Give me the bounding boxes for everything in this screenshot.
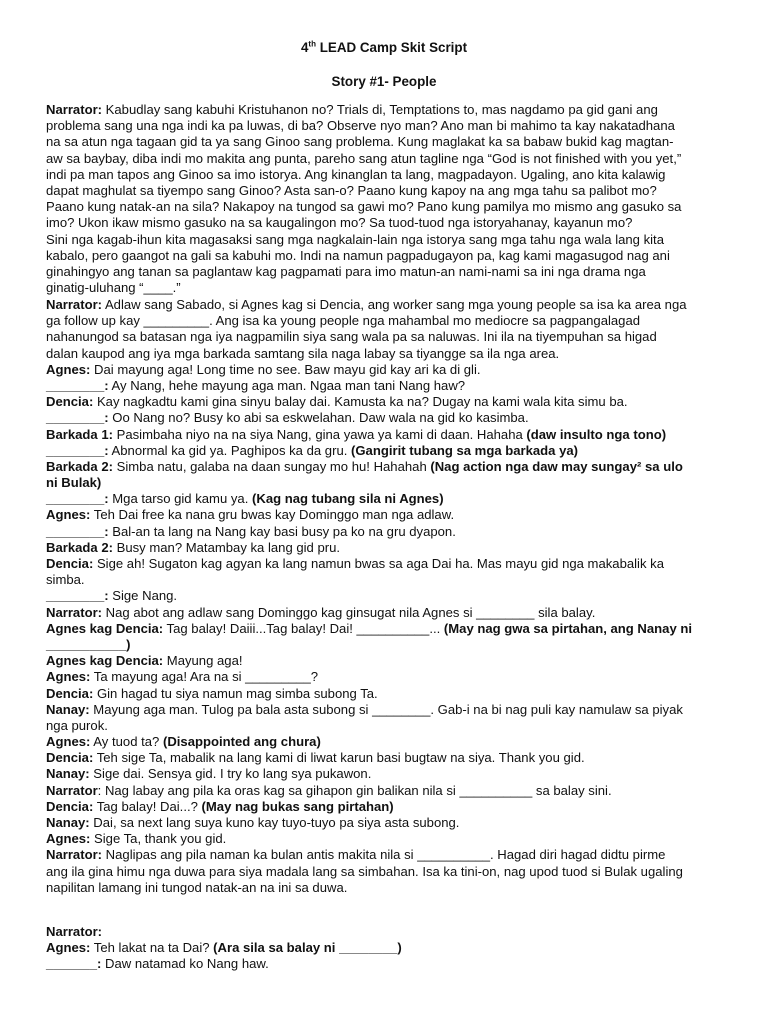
bold-text: (Gangirit tubang sa mga barkada ya) bbox=[351, 442, 579, 458]
text-run: Mayung aga! bbox=[163, 653, 243, 669]
text-run: Dai, sa next lang suya kuno kay tuyo-tuyo pa siya asta subong. bbox=[89, 815, 460, 830]
text-run: Adlaw sang Sabado, si Agnes kag si Dencia, ang worker sang mga young people sa isa ka area nga bbox=[102, 297, 687, 312]
text-line bbox=[46, 199, 728, 215]
text-run: Paano kung natak-an na sila? Nakapoy na tungod sa gawi mo? Pano kung pamilya mo mismo ang gasuko sa bbox=[46, 199, 682, 215]
bold-text: (daw insulto nga tono) bbox=[526, 426, 667, 442]
text-line bbox=[46, 134, 728, 150]
text-run: Teh Dai free ka nana gru bwas kay Dominggo man nga adlaw. bbox=[90, 507, 455, 523]
text-line bbox=[46, 686, 728, 702]
bold-text: Dencia: bbox=[46, 750, 94, 766]
text-run: indi pa man tapos ang Ginoo sa imo istorya. Ang kinanglan ta lang, magpadayon. Ugaling, ano kita kalawig bbox=[46, 166, 666, 182]
text-line bbox=[46, 151, 728, 167]
text-run: Tag balay! Dai...? bbox=[93, 798, 202, 814]
text-run: Bal-an ta lang na Nang kay basi busy pa ko na gru dyapon. bbox=[108, 523, 456, 539]
text-run: Mga tarso gid kamu ya. bbox=[108, 491, 252, 507]
text-line bbox=[46, 118, 728, 134]
bold-text: ________: bbox=[46, 442, 109, 458]
title-prefix: 4 bbox=[300, 40, 309, 55]
text-run: Ay tuod ta? bbox=[90, 734, 163, 750]
text-run: Oo Nang no? Busy ko abi sa eskwelahan. Daw wala na gid ko kasimba. bbox=[108, 410, 529, 426]
bold-text: Narrator: bbox=[46, 924, 103, 939]
text-line bbox=[46, 621, 728, 637]
text-line bbox=[46, 880, 728, 896]
text-line bbox=[46, 653, 728, 669]
text-run: Pasimbaha niyo na na siya Nang, gina yawa ya kami di daan. Hahaha bbox=[112, 426, 527, 442]
text-run: ginatig-uluhang “____.” bbox=[46, 280, 181, 296]
text-run: Daw natamad ko Nang haw. bbox=[101, 956, 269, 972]
text-line bbox=[46, 637, 728, 653]
text-run: ga follow up kay _________. Ang isa ka young people nga mahambal mo mediocre sa pagpangalagad bbox=[46, 313, 641, 329]
script-closing bbox=[46, 924, 728, 973]
text-line bbox=[46, 540, 728, 556]
bold-text: (May nag gwa sa pirtahan, ang Nanay ni bbox=[443, 620, 693, 636]
text-line bbox=[46, 924, 728, 940]
bold-text: ________: bbox=[46, 491, 109, 507]
text-run: Kay nagkadtu kami gina sinyu balay dai. Kamusta ka na? Dugay na kami wala kita simu ba. bbox=[93, 394, 628, 410]
text-line bbox=[46, 669, 728, 685]
bold-text: Agnes: bbox=[46, 831, 91, 847]
text-line bbox=[46, 491, 728, 507]
text-line bbox=[46, 766, 728, 782]
text-run: imo? Ukon ikaw mismo gasuko na sa kaugalingon mo? Sa tuod-tuod nga istoryahanay, kayanun mo? bbox=[46, 215, 633, 231]
text-run: Teh lakat na ta Dai? bbox=[90, 940, 214, 956]
text-run: Nag abot ang adlaw sang Dominggo kag ginsugat nila Agnes si ________ sila balay. bbox=[102, 604, 596, 620]
text-line bbox=[46, 718, 728, 734]
text-line bbox=[46, 102, 728, 118]
text-run: Tag balay! Daiii...Tag balay! Dai! __________... bbox=[163, 620, 444, 636]
bold-text: Narrator: bbox=[46, 297, 103, 312]
bold-text: _______: bbox=[46, 956, 102, 972]
bold-text: Nanay: bbox=[46, 766, 90, 782]
text-line bbox=[46, 572, 728, 588]
text-run: Sige Nang. bbox=[108, 588, 178, 604]
bold-text: Dencia: bbox=[46, 798, 94, 814]
text-line bbox=[46, 362, 728, 378]
bold-text: Narrator bbox=[46, 782, 98, 798]
bold-text: Dencia: bbox=[46, 556, 94, 571]
bold-text: Narrator: bbox=[46, 847, 103, 863]
bold-text: (Ara sila sa balay ni ________) bbox=[213, 940, 402, 956]
title-suffix: LEAD Camp Skit Script bbox=[315, 40, 468, 55]
text-line bbox=[46, 264, 728, 280]
text-line bbox=[46, 410, 728, 426]
text-run: Ta mayung aga! Ara na si _________? bbox=[90, 669, 319, 685]
intro-paragraph bbox=[46, 102, 728, 296]
bold-text: Agnes: bbox=[46, 669, 91, 685]
text-run: nahanungod sa batasan nga iya nagpamilin siya sang wala pa sa naluwas. Ini ila na tiyempuhan sa higad bbox=[46, 329, 657, 345]
text-run: Busy man? Matambay ka lang gid pru. bbox=[112, 539, 341, 555]
text-run: nga purok. bbox=[46, 717, 108, 733]
text-line bbox=[46, 394, 728, 410]
bold-text: Nanay: bbox=[46, 701, 90, 717]
text-line bbox=[46, 329, 728, 345]
bold-text: Dencia: bbox=[46, 394, 94, 410]
text-line bbox=[46, 956, 728, 972]
text-run: aw sa baybay, diba indi mo makita ang punta, pareho sang atun tagline nga “God is not finished with you yet,” bbox=[46, 150, 682, 166]
text-line bbox=[46, 750, 728, 766]
text-line bbox=[46, 605, 728, 621]
bold-text: Barkada 1: bbox=[46, 426, 113, 442]
text-run: Abnormal ka gid ya. Paghipos ka da gru. bbox=[108, 442, 352, 458]
bold-text: ________: bbox=[46, 588, 109, 604]
text-line bbox=[46, 378, 728, 394]
document-title bbox=[0, 40, 768, 56]
bold-text: Agnes: bbox=[46, 734, 91, 750]
bold-text: Agnes kag Dencia: bbox=[46, 653, 164, 669]
text-run: na sa atun nga tagaan gid ta ya sang Ginoo sang problema. Kung maglakat ka sa babaw bukid kag magtan- bbox=[46, 134, 674, 150]
text-run: Simba natu, galaba na daan sungay mo hu! Hahahah bbox=[112, 458, 431, 474]
bold-text: (Nag action nga daw may sungay² sa ulo bbox=[430, 458, 683, 474]
text-run: : Nag labay ang pila ka oras kag sa gihapon gin balikan nila si __________ sa balay sini. bbox=[97, 782, 612, 798]
text-run: Naglipas ang pila naman ka bulan antis makita nila si __________. Hagad diri hagad didtu pirme bbox=[102, 847, 666, 863]
text-line bbox=[46, 734, 728, 750]
text-line bbox=[46, 297, 728, 313]
bold-text: Dencia: bbox=[46, 685, 94, 701]
bold-text: Nanay: bbox=[46, 815, 90, 830]
text-line bbox=[46, 232, 728, 248]
text-line bbox=[46, 215, 728, 231]
text-line bbox=[46, 588, 728, 604]
text-line bbox=[46, 167, 728, 183]
text-run: ang ila gina himu nga duwa para siya madala lang sa simbahan. Isa ka tini-on, nag upod tuod si Bulak ugaling bbox=[46, 863, 683, 879]
text-line bbox=[46, 313, 728, 329]
bold-text: (Kag nag tubang sila ni Agnes) bbox=[252, 491, 444, 507]
text-line bbox=[46, 815, 728, 831]
text-run: Ay Nang, hehe mayung aga man. Ngaa man tani Nang haw? bbox=[108, 377, 466, 393]
text-run: ginahingyo ang tanan sa paglantaw kag pagpamati para imo matun-an nami-nami sa ini nga drama nga bbox=[46, 263, 646, 279]
text-run: Gin hagad tu siya namun mag simba subong Ta. bbox=[93, 685, 378, 701]
text-line bbox=[46, 459, 728, 475]
text-run: Teh sige Ta, mabalik na lang kami di liwat karun basi bugtaw na siya. Thank you gid. bbox=[93, 750, 585, 766]
text-line bbox=[46, 556, 728, 572]
text-line bbox=[46, 702, 728, 718]
bold-text: ________: bbox=[46, 377, 109, 393]
bold-text: (May nag bukas sang pirtahan) bbox=[201, 798, 394, 814]
text-run: dapat maghulat sa tiyempo sang Ginoo? Asta san-o? Paano kung kapoy na ang mga tahu sa palibot mo? bbox=[46, 182, 657, 198]
bold-text: ni Bulak) bbox=[46, 475, 102, 491]
bold-text: (Disappointed ang chura) bbox=[162, 734, 321, 750]
text-line bbox=[46, 427, 728, 443]
text-run: Sige dai. Sensya gid. I try ko lang sya pukawon. bbox=[89, 766, 372, 782]
text-run: Sige ah! Sugaton kag agyan ka lang namun bwas sa aga Dai ha. Mas mayu gid nga makabalik ka bbox=[93, 556, 664, 571]
text-line bbox=[46, 524, 728, 540]
text-run: dalan kaupod ang iya mga barkada samtang sila naga labay sa tiyangge sa ila nga area. bbox=[46, 345, 560, 361]
bold-text: ___________) bbox=[46, 636, 131, 652]
script-body bbox=[46, 297, 728, 896]
text-line bbox=[46, 280, 728, 296]
text-line bbox=[46, 248, 728, 264]
text-line bbox=[46, 847, 728, 863]
text-run: Kabudlay sang kabuhi Kristuhanon no? Trials di, Temptations to, mas nagdamo pa gid gani ang bbox=[102, 102, 658, 117]
text-line bbox=[46, 443, 728, 459]
text-run: problema sang una nga indi ka pa luwas, di ba? Observe nyo man? Ano man bi mahimo ta kay nakatadhana bbox=[46, 118, 675, 134]
bold-text: Agnes: bbox=[46, 507, 91, 523]
text-run: Sini nga kagab-ihun kita magasaksi sang mga nagkalain-lain nga istorya sang mga tahu nga wala lang kita bbox=[46, 231, 664, 247]
bold-text: ________: bbox=[46, 410, 109, 426]
bold-text: ________: bbox=[46, 523, 109, 539]
text-run: Dai mayung aga! Long time no see. Baw mayu gid kay ari ka di gli. bbox=[90, 361, 481, 377]
text-line bbox=[46, 183, 728, 199]
text-line bbox=[46, 475, 728, 491]
text-line bbox=[46, 940, 728, 956]
text-run: Mayung aga man. Tulog pa bala asta subong si ________. Gab-i na bi nag puli kay namulaw sa piyak bbox=[89, 701, 683, 717]
title-superscript: th bbox=[308, 39, 316, 49]
bold-text: Agnes: bbox=[46, 940, 91, 956]
bold-text: Agnes kag Dencia: bbox=[46, 620, 164, 636]
bold-text: Agnes: bbox=[46, 361, 91, 377]
text-run: Sige Ta, thank you gid. bbox=[90, 831, 227, 847]
text-line bbox=[46, 831, 728, 847]
text-line bbox=[46, 864, 728, 880]
bold-text: Narrator: bbox=[46, 604, 103, 620]
text-line bbox=[46, 507, 728, 523]
bold-text: Barkada 2: bbox=[46, 458, 113, 474]
text-run: kabalo, pero gaangot na gali sa kabuhi mo. Indi na namun pagpadugayon pa, kag kami magasugod nag ani bbox=[46, 247, 670, 263]
bold-text: Barkada 2: bbox=[46, 539, 113, 555]
text-run: napilitan lamang ini tungod natak-an na ini sa duwa. bbox=[46, 879, 348, 895]
bold-text: Narrator: bbox=[46, 102, 103, 117]
story-title: Story #1- People bbox=[331, 74, 437, 89]
text-line bbox=[46, 783, 728, 799]
text-line bbox=[46, 799, 728, 815]
text-line bbox=[46, 346, 728, 362]
text-run: simba. bbox=[46, 572, 85, 588]
